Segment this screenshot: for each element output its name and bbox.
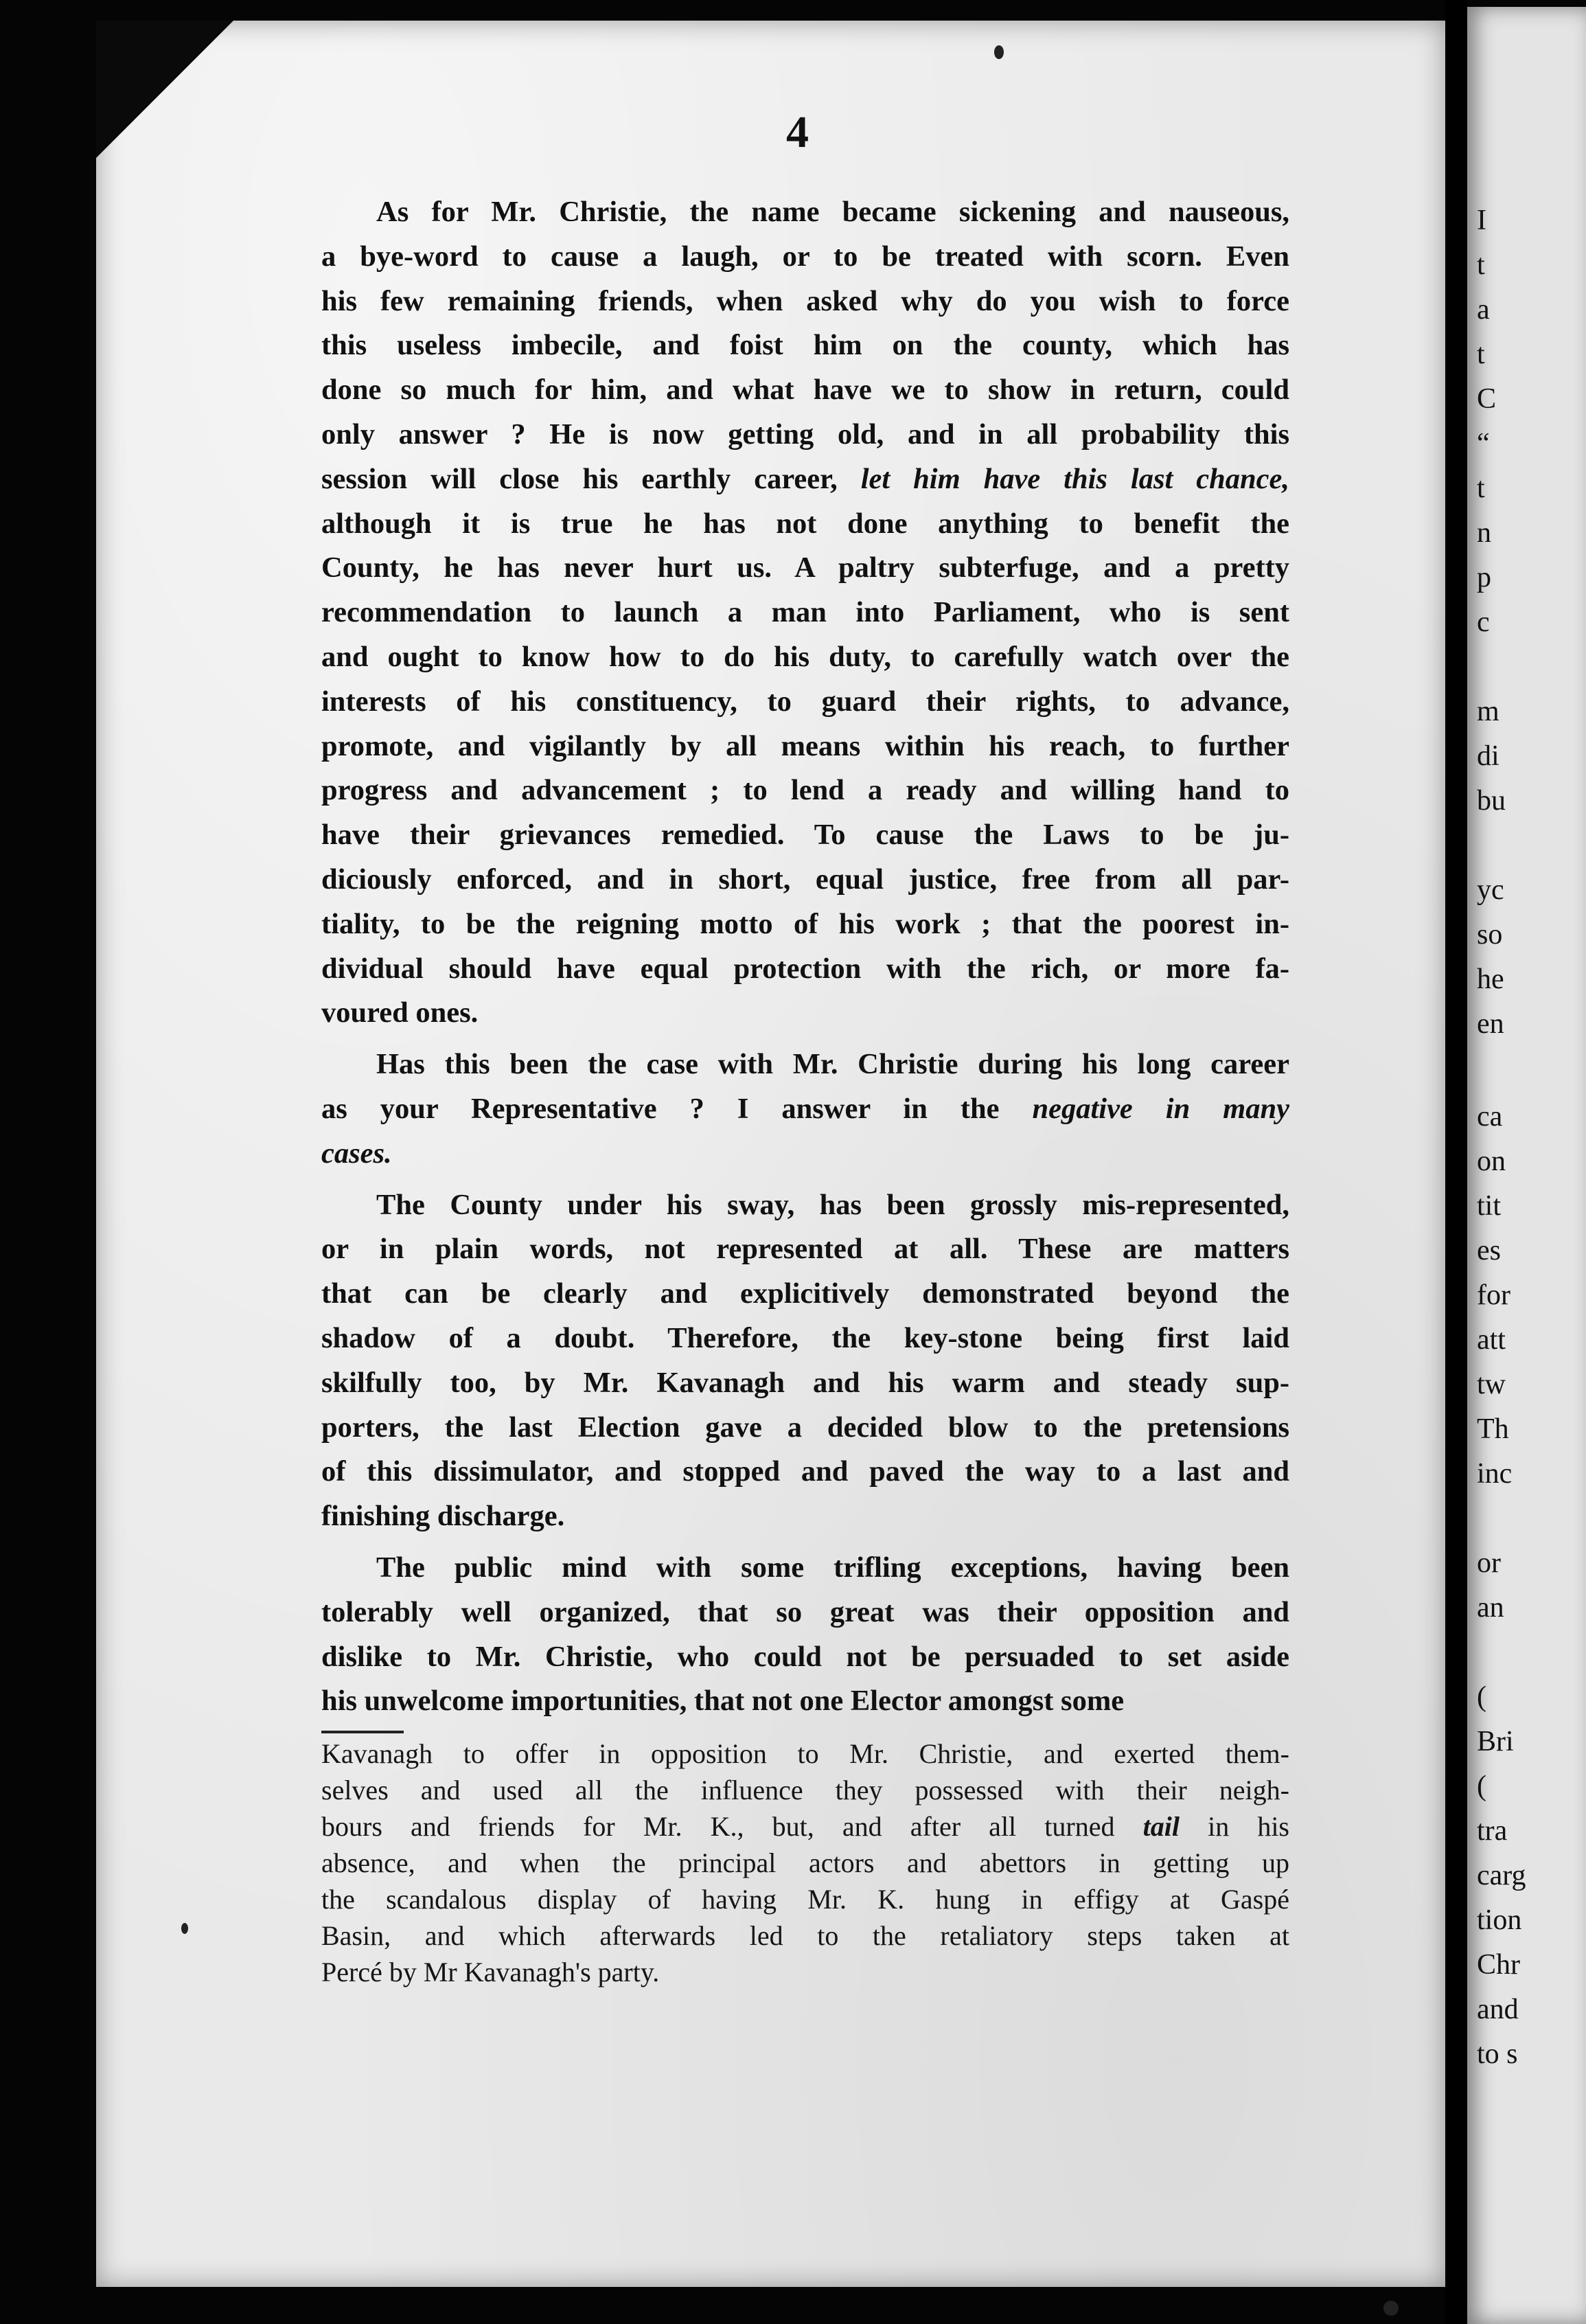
next-page-fragment: C bbox=[1477, 383, 1497, 415]
text-line: a bye-word to cause a laugh, or to be treated with scorn. Even bbox=[321, 240, 1289, 273]
text-line: this useless imbecile, and foist him on the county, which has bbox=[321, 329, 1289, 362]
footnote-line: bours and friends for Mr. K., but, and after all turned tail in his bbox=[321, 1811, 1289, 1842]
text-line: dividual should have equal protection with the rich, or more fa- bbox=[321, 952, 1289, 985]
text-line: done so much for him, and what have we to show in return, could bbox=[321, 374, 1289, 407]
text-line: although it is true he has not done anything to benefit the bbox=[321, 507, 1289, 540]
footnote-line: absence, and when the principal actors and abettors in getting up bbox=[321, 1847, 1289, 1878]
footnote-line: Percé by Mr Kavanagh's party. bbox=[321, 1957, 660, 1987]
paragraph bbox=[321, 1043, 1289, 1176]
next-page-fragment: Th bbox=[1477, 1413, 1509, 1445]
adjacent-page-edge bbox=[1467, 7, 1586, 2324]
text-line: dislike to Mr. Christie, who could not be persuaded to set aside bbox=[321, 1640, 1289, 1673]
next-page-fragment: a bbox=[1477, 294, 1490, 326]
footnote bbox=[321, 1735, 1289, 1990]
next-page-fragment: Bri bbox=[1477, 1726, 1514, 1757]
text-line: progress and advancement ; to lend a ready and willing hand to bbox=[321, 774, 1289, 807]
next-page-fragment: carg bbox=[1477, 1860, 1526, 1891]
text-line: Has this been the case with Mr. Christie during his long career bbox=[376, 1048, 1289, 1081]
next-page-fragment: att bbox=[1477, 1324, 1506, 1356]
italic-phrase: cases. bbox=[321, 1137, 392, 1170]
next-page-fragment: t bbox=[1477, 249, 1485, 281]
italic-phrase: let him have this last chance, bbox=[860, 462, 1289, 495]
paragraph bbox=[321, 190, 1289, 1036]
text-line: The public mind with some trifling exceptions, having been bbox=[376, 1551, 1289, 1584]
page-gutter bbox=[1445, 0, 1467, 2324]
italic-phrase: negative in many bbox=[1032, 1092, 1289, 1125]
next-page-fragment: c bbox=[1477, 606, 1490, 638]
text-line: of this dissimulator, and stopped and paved the way to a last and bbox=[321, 1455, 1289, 1488]
italic-phrase: tail bbox=[1142, 1811, 1180, 1842]
text-line: diciously enforced, and in short, equal justice, free from all par- bbox=[321, 863, 1289, 896]
paragraph bbox=[321, 1546, 1289, 1724]
next-page-fragment: for bbox=[1477, 1279, 1510, 1311]
next-page-fragment: an bbox=[1477, 1592, 1504, 1624]
text-line: interests of his constituency, to guard their rights, to advance, bbox=[321, 685, 1289, 718]
text-line bbox=[321, 1132, 1289, 1176]
text-line: tiality, to be the reigning motto of his work ; that the poorest in- bbox=[321, 907, 1289, 940]
text-line: voured ones. bbox=[321, 996, 479, 1029]
next-page-fragment: tw bbox=[1477, 1369, 1506, 1400]
text-line: only answer ? He is now getting old, and in all probability this bbox=[321, 418, 1289, 451]
next-page-fragment: tit bbox=[1477, 1190, 1502, 1222]
text-line: as your Representative ? I answer in the negative in many bbox=[321, 1092, 1289, 1125]
page-number: 4 bbox=[786, 107, 809, 157]
text-line: shadow of a doubt. Therefore, the key-stone being first laid bbox=[321, 1321, 1289, 1354]
next-page-fragment: or bbox=[1477, 1547, 1501, 1579]
next-page-fragment: Chr bbox=[1477, 1949, 1520, 1981]
text-line: County, he has never hurt us. A paltry subterfuge, and a pretty bbox=[321, 551, 1289, 584]
text-line: his few remaining friends, when asked why do you wish to force bbox=[321, 284, 1289, 317]
text-line: The County under his sway, has been grossly mis-represented, bbox=[376, 1188, 1289, 1221]
footnote-rule bbox=[321, 1731, 404, 1733]
next-page-fragment: to s bbox=[1477, 2038, 1518, 2070]
footnote-line: selves and used all the influence they possessed with their neigh- bbox=[321, 1775, 1289, 1805]
next-page-fragment: yc bbox=[1477, 874, 1504, 906]
next-page-fragment: di bbox=[1477, 740, 1499, 772]
text-line: and ought to know how to do his duty, to carefully watch over the bbox=[321, 640, 1289, 673]
torn-corner bbox=[96, 21, 233, 158]
next-page-fragment: and bbox=[1477, 1994, 1519, 2025]
text-line: his unwelcome importunities, that not one Elector amongst some bbox=[321, 1685, 1125, 1718]
text-line: tolerably well organized, that so great was their opposition and bbox=[321, 1595, 1289, 1628]
ink-speck bbox=[1383, 2301, 1399, 2316]
next-page-fragment: tra bbox=[1477, 1815, 1508, 1847]
next-page-fragment: tion bbox=[1477, 1904, 1522, 1936]
text-line: recommendation to launch a man into Parliament, who is sent bbox=[321, 596, 1289, 629]
next-page-fragment: t bbox=[1477, 472, 1485, 504]
ink-speck bbox=[994, 45, 1004, 59]
next-page-fragment: t bbox=[1477, 339, 1485, 370]
next-page-fragment: n bbox=[1477, 517, 1491, 549]
next-page-fragment: I bbox=[1477, 205, 1486, 236]
footnote-line: Basin, and which afterwards led to the retaliatory steps taken at bbox=[321, 1920, 1289, 1951]
text-line: porters, the last Election gave a decided blow to the pretensions bbox=[321, 1411, 1289, 1444]
text-line: As for Mr. Christie, the name became sickening and nauseous, bbox=[376, 196, 1289, 228]
text-line: session will close his earthly career, let him have this last chance, bbox=[321, 462, 1289, 495]
next-page-fragment: ca bbox=[1477, 1101, 1503, 1132]
text-line: that can be clearly and explicitively demonstrated beyond the bbox=[321, 1277, 1289, 1310]
ink-speck bbox=[181, 1923, 188, 1934]
next-page-fragment: m bbox=[1477, 696, 1499, 727]
body-text bbox=[321, 190, 1289, 1724]
next-page-fragment: p bbox=[1477, 562, 1491, 593]
next-page-fragment: inc bbox=[1477, 1458, 1513, 1490]
next-page-fragment: es bbox=[1477, 1235, 1501, 1266]
next-page-fragment: en bbox=[1477, 1008, 1504, 1040]
text-line: or in plain words, not represented at all. These are matters bbox=[321, 1233, 1289, 1266]
next-page-fragment: “ bbox=[1477, 428, 1490, 459]
next-page-fragment: he bbox=[1477, 964, 1504, 995]
next-page-fragment: on bbox=[1477, 1146, 1506, 1177]
footnote-line: Kavanagh to offer in opposition to Mr. Christie, and exerted them- bbox=[321, 1738, 1289, 1769]
next-page-fragment: ( bbox=[1477, 1681, 1486, 1713]
text-line: promote, and vigilantly by all means within his reach, to further bbox=[321, 729, 1289, 762]
text-line: finishing discharge. bbox=[321, 1500, 565, 1533]
next-page-fragment: so bbox=[1477, 919, 1503, 950]
text-line: have their grievances remedied. To cause the Laws to be ju- bbox=[321, 819, 1289, 852]
next-page-fragment: ( bbox=[1477, 1770, 1486, 1802]
text-line: skilfully too, by Mr. Kavanagh and his warm and steady sup- bbox=[321, 1366, 1289, 1399]
footnote-line: the scandalous display of having Mr. K. hung in effigy at Gaspé bbox=[321, 1884, 1289, 1915]
paragraph bbox=[321, 1183, 1289, 1539]
next-page-fragment: bu bbox=[1477, 785, 1506, 817]
